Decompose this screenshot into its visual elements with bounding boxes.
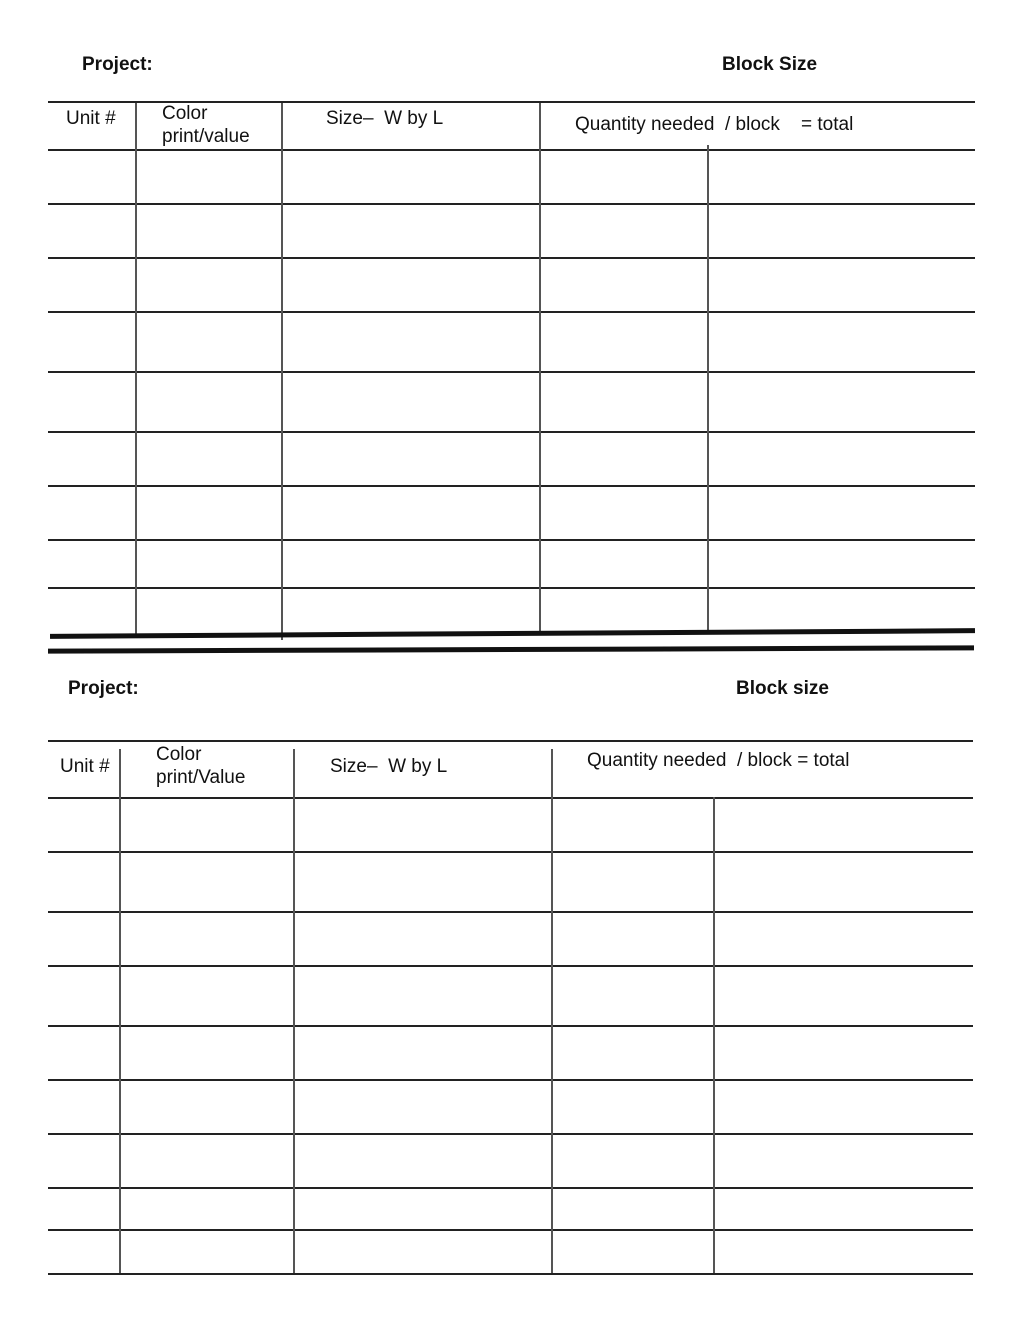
row-line bbox=[48, 311, 975, 313]
row-line bbox=[48, 149, 975, 151]
project-label: Project: bbox=[68, 678, 139, 699]
row-line bbox=[48, 101, 975, 103]
block-size-label: Block Size bbox=[722, 54, 818, 75]
size-header: Size– W by L bbox=[330, 756, 448, 777]
block-size-label: Block size bbox=[736, 678, 829, 699]
row-line bbox=[48, 371, 975, 373]
column-line bbox=[281, 103, 283, 640]
row-line bbox=[48, 1025, 973, 1027]
row-line bbox=[48, 911, 973, 913]
column-line bbox=[135, 103, 137, 637]
row-line bbox=[48, 1187, 973, 1189]
row-line bbox=[48, 431, 975, 433]
column-line bbox=[551, 749, 553, 1273]
row-line bbox=[48, 587, 975, 589]
row-line bbox=[48, 740, 973, 742]
row-line bbox=[48, 257, 975, 259]
row-line bbox=[48, 1079, 973, 1081]
unit-header: Unit # bbox=[66, 108, 116, 129]
row-line bbox=[48, 1133, 973, 1135]
row-line bbox=[48, 1273, 973, 1275]
separator-line bbox=[50, 628, 975, 639]
row-line bbox=[48, 485, 975, 487]
color-header-2: print/value bbox=[162, 126, 250, 147]
row-line bbox=[48, 1229, 973, 1231]
color-header-1: Color bbox=[162, 103, 208, 124]
column-line bbox=[119, 749, 121, 1273]
column-line bbox=[713, 797, 715, 1273]
size-header: Size– W by L bbox=[326, 108, 444, 129]
row-line bbox=[48, 539, 975, 541]
column-line bbox=[707, 145, 709, 630]
column-line bbox=[539, 103, 541, 634]
quantity-header: Quantity needed / block = total bbox=[587, 750, 850, 771]
quantity-header: Quantity needed / block = total bbox=[575, 114, 854, 135]
column-line bbox=[293, 749, 295, 1273]
row-line bbox=[48, 851, 973, 853]
row-line bbox=[48, 797, 973, 799]
row-line bbox=[48, 965, 973, 967]
row-line bbox=[48, 203, 975, 205]
project-label: Project: bbox=[82, 54, 153, 75]
unit-header: Unit # bbox=[60, 756, 110, 777]
color-header-2: print/Value bbox=[156, 767, 246, 788]
color-header-1: Color bbox=[156, 744, 202, 765]
separator-line bbox=[48, 645, 974, 653]
